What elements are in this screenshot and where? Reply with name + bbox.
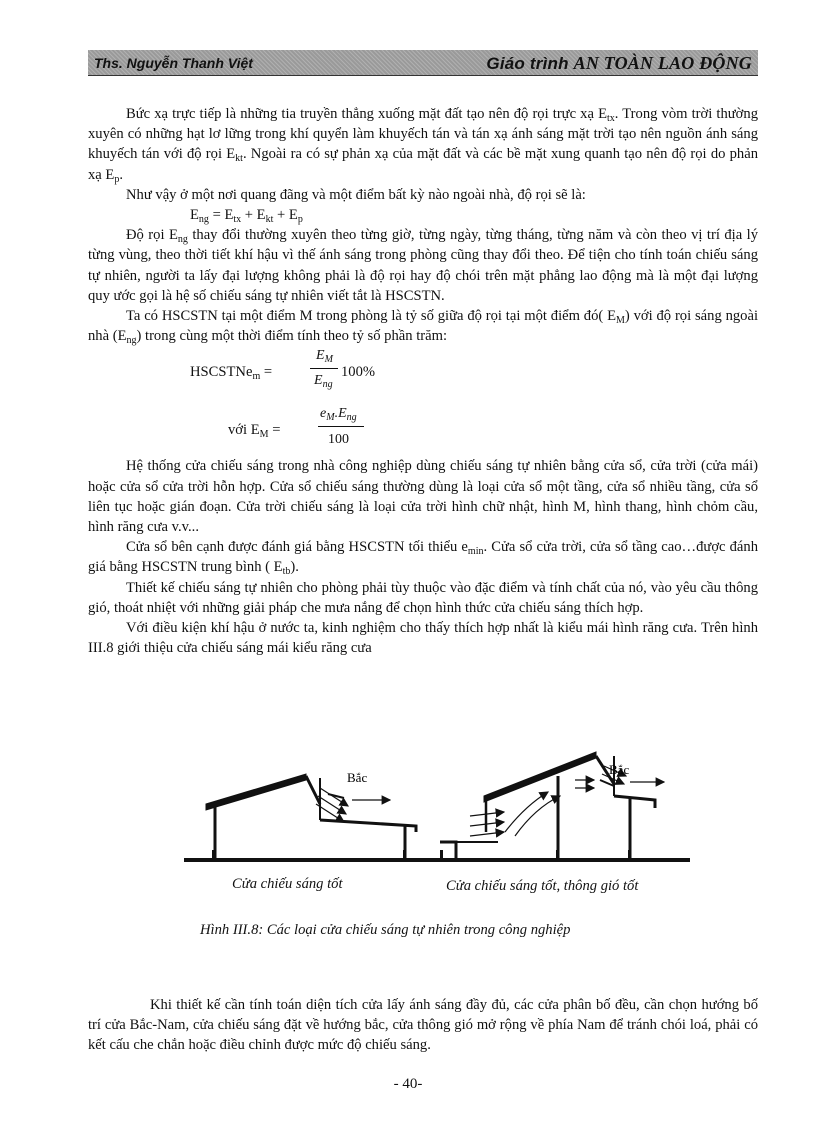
formula-2-numerator: $e_M.E_{ng}$	[320, 406, 357, 424]
light-rays-left	[316, 788, 390, 822]
north-label-left: Bắc	[347, 770, 368, 785]
paragraph-9: Khi thiết kế cần tính toán diện tích cửa lấy ánh sáng đầy đủ, các cửa phân bố đều, cần chọn hướng bố trí cửa Bắc-Nam, cửa chiếu sáng đặt về hướng bắc, cửa thông gió mở rộng về phía Nam để tránh chói loá, phải có kết cấu che chắn hoặc điều chỉnh được mức độ chiếu sáng.	[88, 997, 758, 1054]
paragraph-2: Như vậy ở một nơi quang đãng và một điểm bất kỳ nào ngoài nhà, độ rọi sẽ là:	[126, 186, 586, 203]
formula-2-denominator: 100	[328, 432, 349, 448]
north-label-right: Bắc	[609, 762, 630, 777]
figure-caption-right: Cửa chiếu sáng tốt, thông gió tốt	[446, 878, 639, 894]
formula-1-numerator: $E_M$	[316, 348, 333, 366]
ground-hatching	[212, 850, 631, 858]
running-header	[88, 50, 758, 76]
paragraph-1: Bức xạ trực tiếp là những tia truyền thẳng xuống mặt đất tạo nên độ rọi trực xạ $E_{tx}$. Trong vòm trời thường xuyên có những hạt lơ lững trong khí quyển làm khuyếch tán và tán xạ ánh sáng mặt trời tạo nên nguồn ánh sáng khuyếch tán với độ rọi $E_{kt}$. Ngoài ra có sự phản xạ của mặt đất và các bề mặt xung quanh tạo nên độ rọi do phản xạ $E_p$.	[88, 106, 758, 185]
formula-hscstn	[88, 346, 758, 402]
formula-2-bar	[318, 426, 364, 427]
paragraph-5: Hệ thống cửa chiếu sáng trong nhà công nghiệp dùng chiếu sáng tự nhiên bằng cửa sổ, cửa trời (cửa mái) hoặc cửa sổ cửa trời hỗn hợp. Cửa sổ chiếu sáng thường dùng là loại cửa sổ một tầng, cửa sổ nhiều tầng, cửa sổ liên tục hoặc gián đoạn. Cửa trời chiếu sáng là loại cửa trời hình chữ nhật, hình M, hình thang, hình chỏm cầu, hình răng cưa v.v...	[88, 458, 758, 536]
final-paragraph-block	[88, 995, 758, 1056]
building-left	[206, 774, 416, 858]
equation-total-illuminance: $E_{ng} = E_{tx} + E_{kt} + E_p$	[190, 207, 303, 226]
paragraph-6: Cửa sổ bên cạnh được đánh giá bằng HSCSTN tối thiểu $e_{min}$. Cửa sổ cửa trời, cửa sổ tầng cao…được đánh giá bằng HSCSTN trung bình ( $E_{tb}$).	[88, 539, 758, 578]
figure-caption: Hình III.8: Các loại cửa chiếu sáng tự nhiên trong công nghiệp	[200, 922, 571, 938]
paragraph-7: Thiết kế chiếu sáng tự nhiên cho phòng phải tùy thuộc vào đặc điểm và tính chất của nó, vào yêu cầu thông gió, thoát nhiệt với những giải pháp che mưa nắng để chọn hình thức cửa chiếu sáng thích hợp.	[88, 579, 758, 616]
formula-1-lhs: HSCSTNe$_m$ =	[190, 364, 273, 383]
formula-em	[88, 402, 758, 456]
paragraph-4: Ta có HSCSTN tại một điểm M trong phòng là tỷ số giữa độ rọi tại một điểm đó( $E_M$) với độ rọi sáng ngoài nhà $(E_{ng})$ trong cùng một thời điểm tính theo tỷ số phần trăm:	[88, 308, 758, 347]
formula-1-percent: 100%	[341, 364, 376, 381]
airflow-arrows-right	[470, 766, 664, 836]
figure-caption-left: Cửa chiếu sáng tốt	[232, 876, 343, 892]
header-title: Giáo trình AN TOÀN LAO ĐỘNG	[486, 53, 752, 73]
ground-line	[184, 858, 690, 862]
header-title-main: AN TOÀN LAO ĐỘNG	[573, 53, 752, 73]
formula-2-lhs: với $E_M$ =	[228, 422, 281, 441]
paragraph-3: Độ rọi $E_{ng}$ thay đổi thường xuyên theo từng giờ, từng ngày, từng tháng, từng năm và còn theo vị trí địa lý từng vùng, theo thời tiết khí hậu vì thế ánh sáng trong phòng cũng thay đổi theo. Để tiện cho tính toán chiếu sáng tự nhiên, người ta lấy đại lượng không phải là độ rọi hay độ chói trên mặt phẳng lao động mà là một đại lượng quy ước gọi là hệ số chiếu sáng tự nhiên viết tắt là HSCSTN.	[88, 227, 758, 304]
formula-1-bar	[310, 368, 338, 369]
paragraph-8: Với điều kiện khí hậu ở nước ta, kinh nghiệm cho thấy thích hợp nhất là kiểu mái hình răng cưa. Trên hình III.8 giới thiệu cửa chiếu sáng mái kiểu răng cưa	[88, 620, 758, 657]
formula-1-denominator: $E_{ng}$	[314, 373, 333, 391]
header-author: Ths. Nguyễn Thanh Việt	[94, 55, 253, 71]
page-number: - 40-	[393, 1076, 423, 1092]
body-text	[88, 104, 758, 658]
